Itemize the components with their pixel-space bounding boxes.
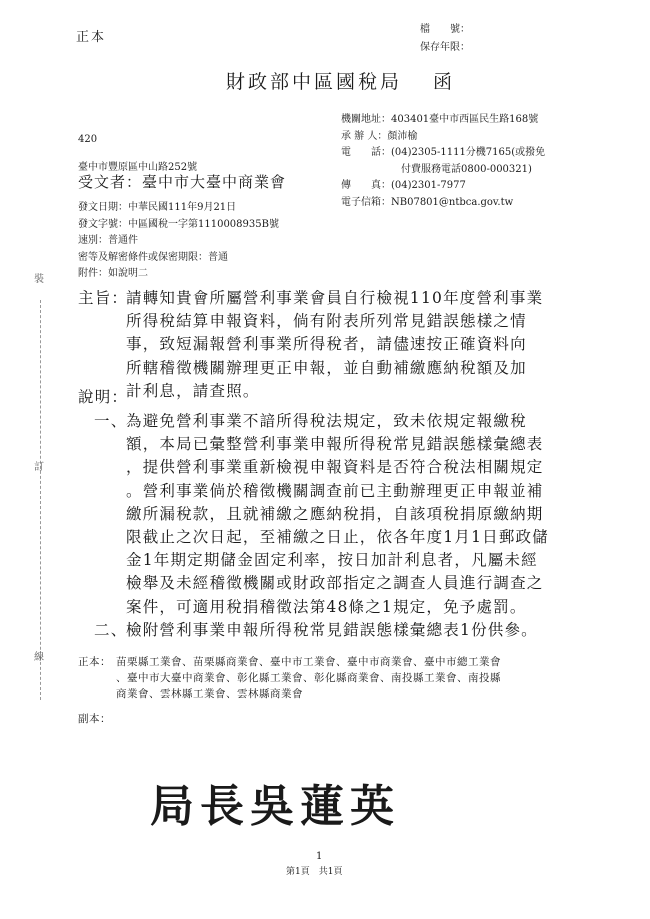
agency-email: 電子信箱：NB07801@ntbca.gov.tw [341,196,514,208]
item-1-line: 繳所漏稅款，且就補繳之應納稅捐，自該項稅捐原繳納期 [126,504,544,523]
subject-line: 所轄稽徵機關辦理更正申報，並自動補繳應納稅額及加 [126,358,527,377]
copy-recipients-label: 副本： [78,713,111,725]
item-1-line: 案件，可適用稅捐稽徵法第48條之1規定，免予處罰。 [126,597,527,616]
agency-fax: 傳 真：(04)2301-7977 [341,180,466,191]
recipients-line: 商業會、雲林縣工業會、雲林縣商業會 [116,688,303,700]
recipient-address: 臺中市豐原區中山路252號 [78,162,198,173]
item-1-line: ，提供營利事業重新檢視申報資料是否符合稅法相關規定 [126,458,544,477]
agency-address: 機關地址：403401臺中市西區民生路168號 [341,114,539,125]
agency-phone-continued: 付費服務電話0800-000321) [401,163,532,175]
subject-line: 事，致短漏報營利事業所得稅者，請儘速按正確資料向 [126,335,527,354]
item-1-line: 檢舉及未經稽徵機關或財政部指定之調查人員進行調查之 [126,574,544,593]
original-recipients-list [116,654,501,702]
binding-mark-2: 訂 [34,462,44,473]
item-2-number: 二、 [94,621,128,639]
item-1-text [126,410,549,619]
original-copy-mark: 正本 [76,30,107,45]
subject-line: 請轉知貴會所屬營利事業會員自行檢視110年度營利事業 [126,289,544,307]
document-number: 發文字號：中區國稅一字第1110008935B號 [78,218,279,230]
page-info: 第1頁 共1頁 [286,867,343,877]
recipients-line: 苗栗縣工業會、苗栗縣商業會、臺中市工業會、臺中市商業會、臺中市總工業會 [116,656,501,668]
item-1-line: 額，本局已彙整營利事業申報所得稅常見錯誤態樣彙總表 [126,435,544,454]
document-title: 財政部中區國稅局 函 [226,71,456,93]
item-1-line: 限截止之次日起，至補繳之日止，依各年度1月1日郵政儲 [126,528,549,547]
item-1-line: 金1年期定期儲金固定利率，按日加計利息者，凡屬未經 [126,551,538,570]
attachment-note: 附件：如說明二 [78,268,148,279]
explanation-label: 說明： [78,388,129,406]
file-number-label: 檔 號： [420,24,470,35]
binding-mark-3: 線 [34,652,44,663]
agency-handler: 承 辦 人：顏沛榆 [341,130,418,142]
recipient-label: 受文者：臺中市大臺中商業會 [78,173,287,191]
item-1-line: 為避免營利事業不諳所得稅法規定，致未依規定報繳稅 [126,412,527,430]
director-signature-stamp: 局長吳蓮英 [150,781,400,832]
issue-date: 發文日期：中華民國111年9月21日 [78,202,237,213]
retention-period-label: 保存年限： [420,42,470,53]
secrecy-level: 密等及解密條件或保密期限：普通 [78,251,228,263]
postal-code: 420 [78,134,98,145]
item-2-text: 檢附營利事業申報所得稅常見錯誤態樣彙總表1份供參。 [126,621,538,639]
binding-line [40,300,41,700]
subject-label: 主旨： [78,289,129,307]
page-number: 1 [316,851,323,862]
subject-line: 所得稅結算申報資料，倘有附表所列常見錯誤態樣之情 [126,312,527,331]
agency-phone: 電 話：(04)2305-1111分機7165(或撥免 [341,147,546,158]
delivery-speed: 速別：普通件 [78,235,138,246]
item-1-number: 一、 [94,412,128,430]
item-1-line: 。營利事業倘於稽徵機關調查前已主動辦理更正申報並補 [126,481,544,500]
document-meta [78,200,279,283]
agency-contact-block [341,112,545,211]
binding-mark-1: 裝 [34,274,44,285]
original-recipients-label: 正本： [78,656,111,668]
recipients-line: 、臺中市大臺中商業會、彰化縣工業會、彰化縣商業會、南投縣工業會、南投縣 [116,672,501,684]
subject-text [126,287,543,403]
subject-line: 計利息，請查照。 [126,381,260,400]
